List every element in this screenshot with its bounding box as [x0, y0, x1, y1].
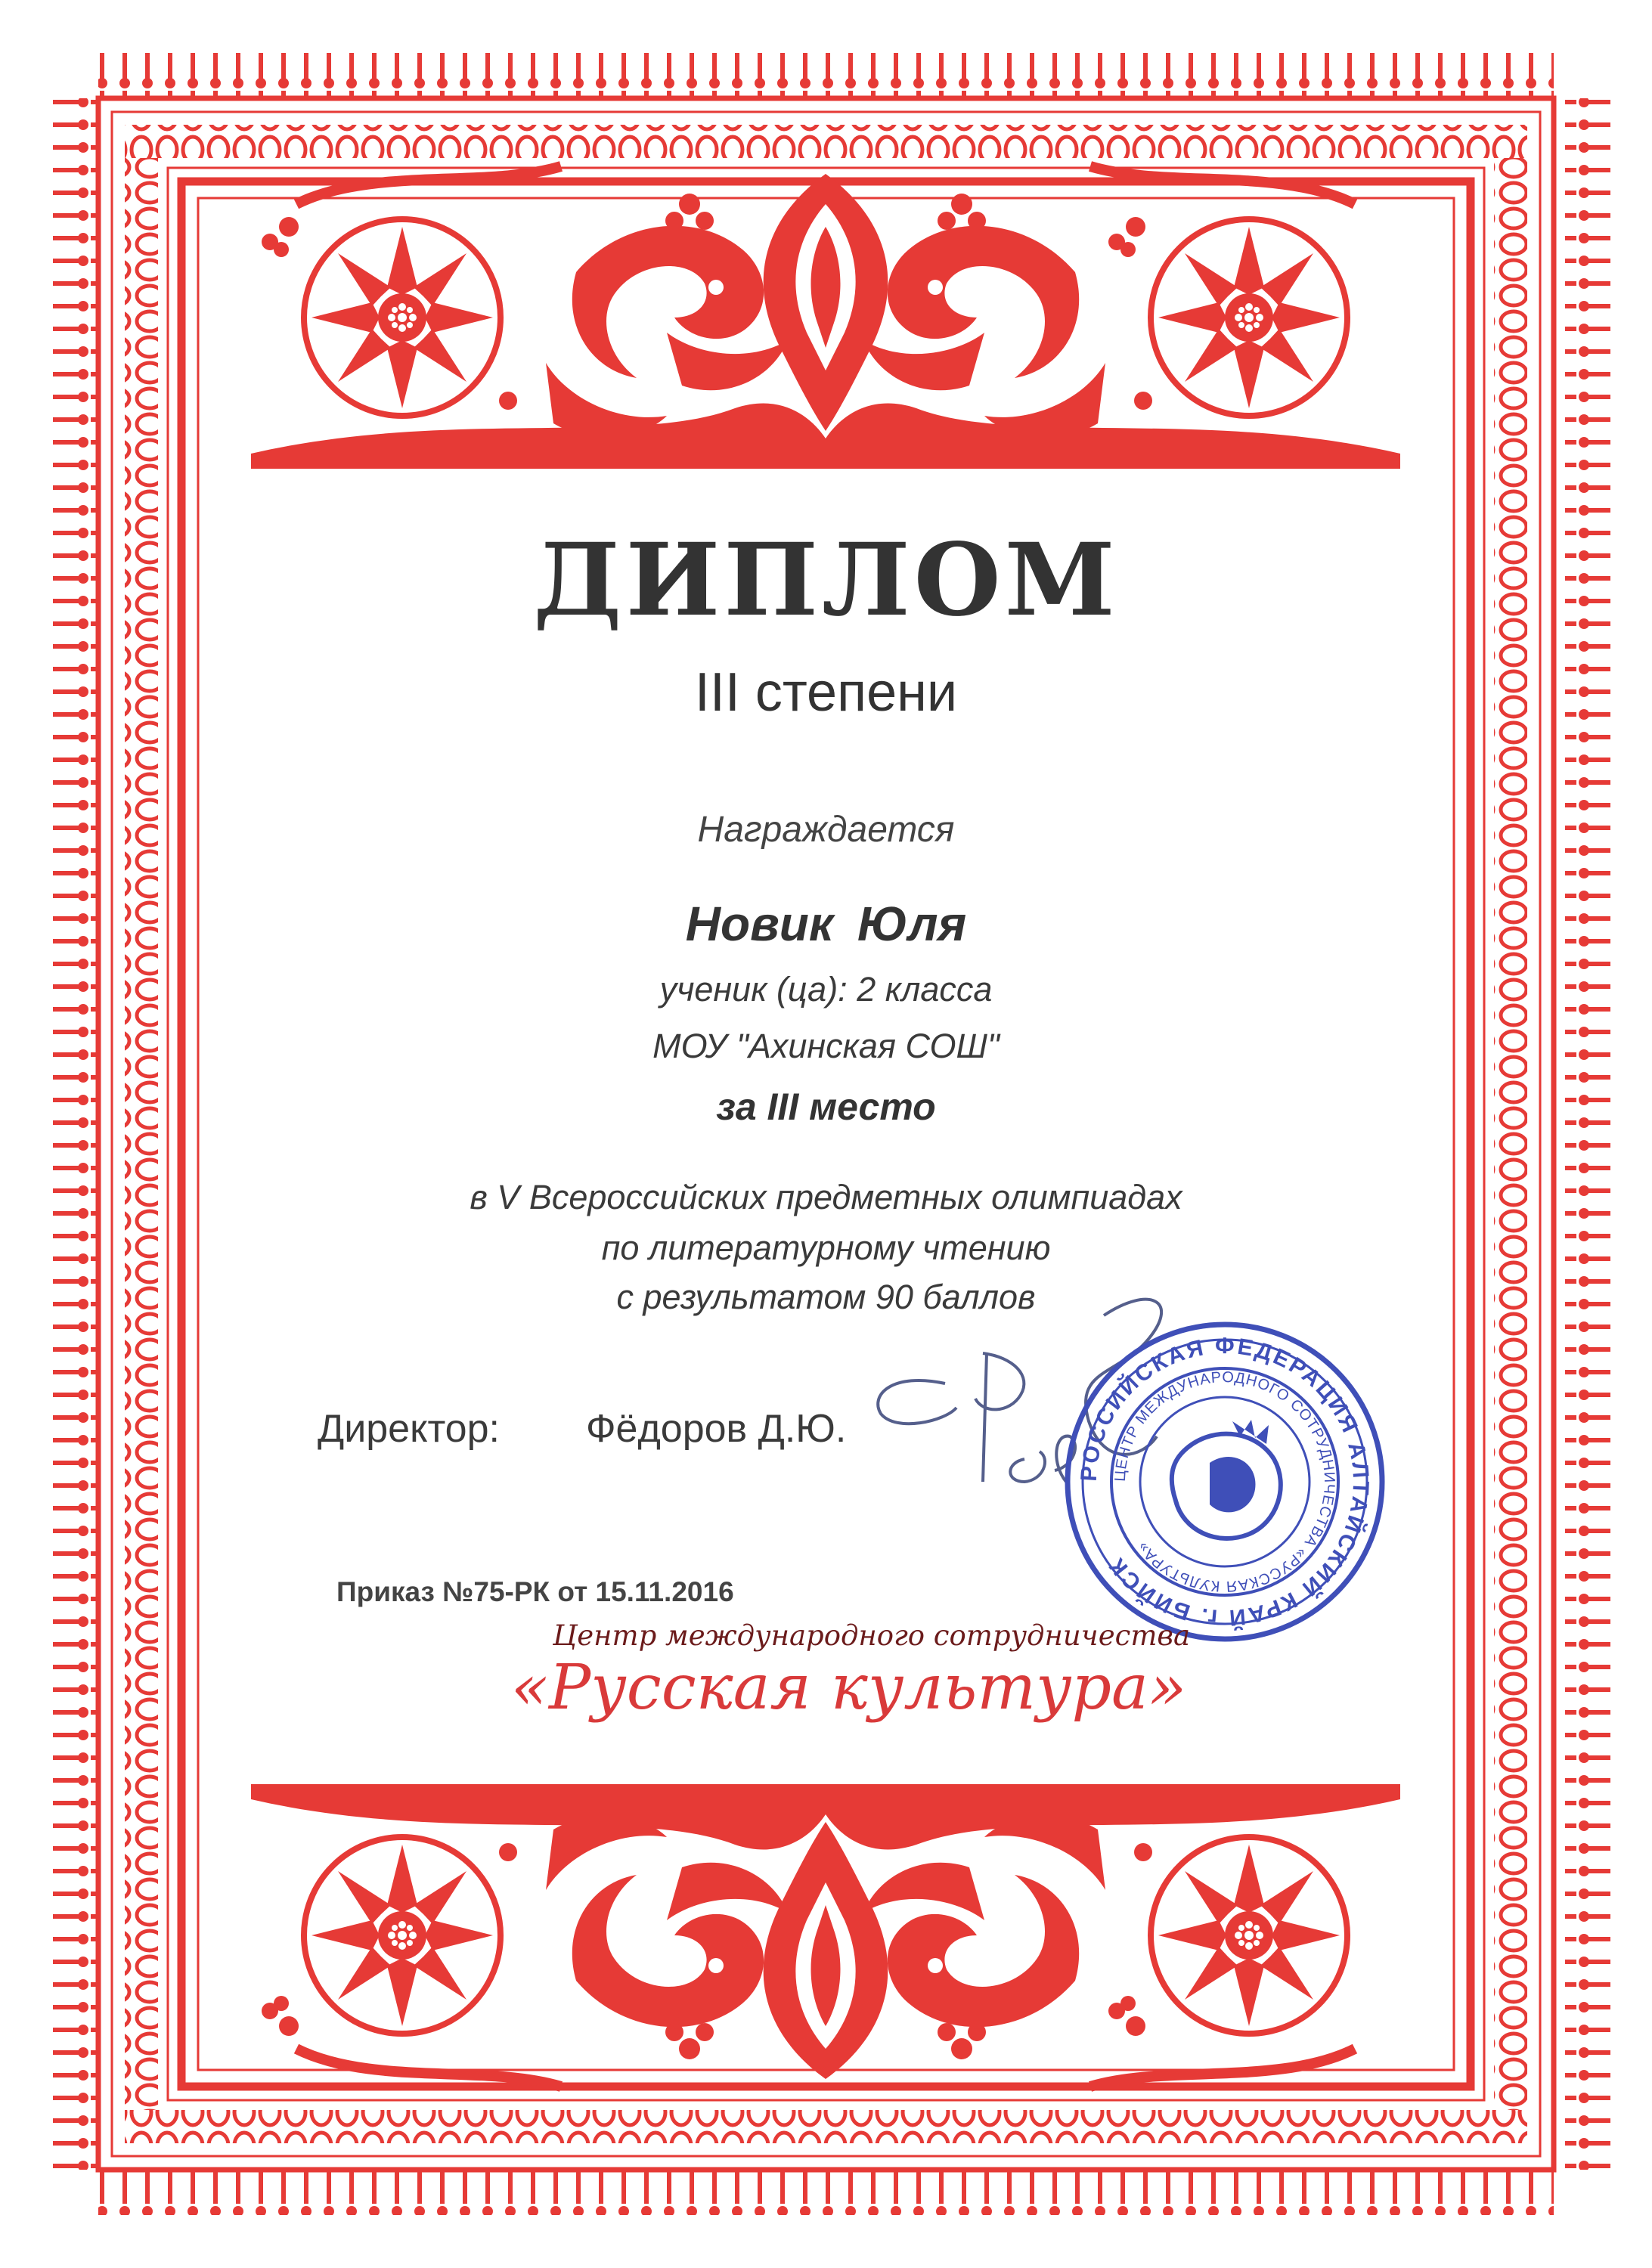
awarded-label: Награждается — [697, 810, 955, 850]
event-line-3: с результатом 90 баллов — [616, 1278, 1036, 1316]
diploma-title: ДИПЛОМ — [533, 522, 1119, 639]
recipient-grade: ученик (ца): 2 класса — [659, 970, 993, 1009]
round-stamp — [1068, 1325, 1382, 1639]
organization-subtitle: Центр международного сотрудничества — [552, 1619, 1191, 1652]
recipient-school: МОУ "Ахинская СОШ" — [652, 1027, 1000, 1065]
organization-name: «Русская культура» — [510, 1652, 1187, 1724]
order-reference: Приказ №75-РК от 15.11.2016 — [336, 1576, 734, 1607]
director-label: Директор: — [318, 1407, 500, 1451]
event-line-1: в V Всероссийских предметных олимпиадах — [470, 1178, 1182, 1216]
stamp-outer-text: РОССИЙСКАЯ ФЕДЕРАЦИЯ АЛТАЙСКИЙ КРАЙ г. БИЙСК — [1076, 1333, 1374, 1631]
diploma-degree: III степени — [694, 662, 958, 723]
director-name: Фёдоров Д.Ю. — [586, 1407, 847, 1451]
recipient-name: Новик Юля — [685, 897, 967, 951]
stamp-inner-text: ЦЕНТР МЕЖДУНАРОДНОГО СОТРУДНИЧЕСТВА «РУССКАЯ КУЛЬТУРА» — [1111, 1368, 1338, 1595]
event-line-2: по литературному чтению — [601, 1228, 1051, 1267]
award-place: за III место — [716, 1086, 936, 1128]
